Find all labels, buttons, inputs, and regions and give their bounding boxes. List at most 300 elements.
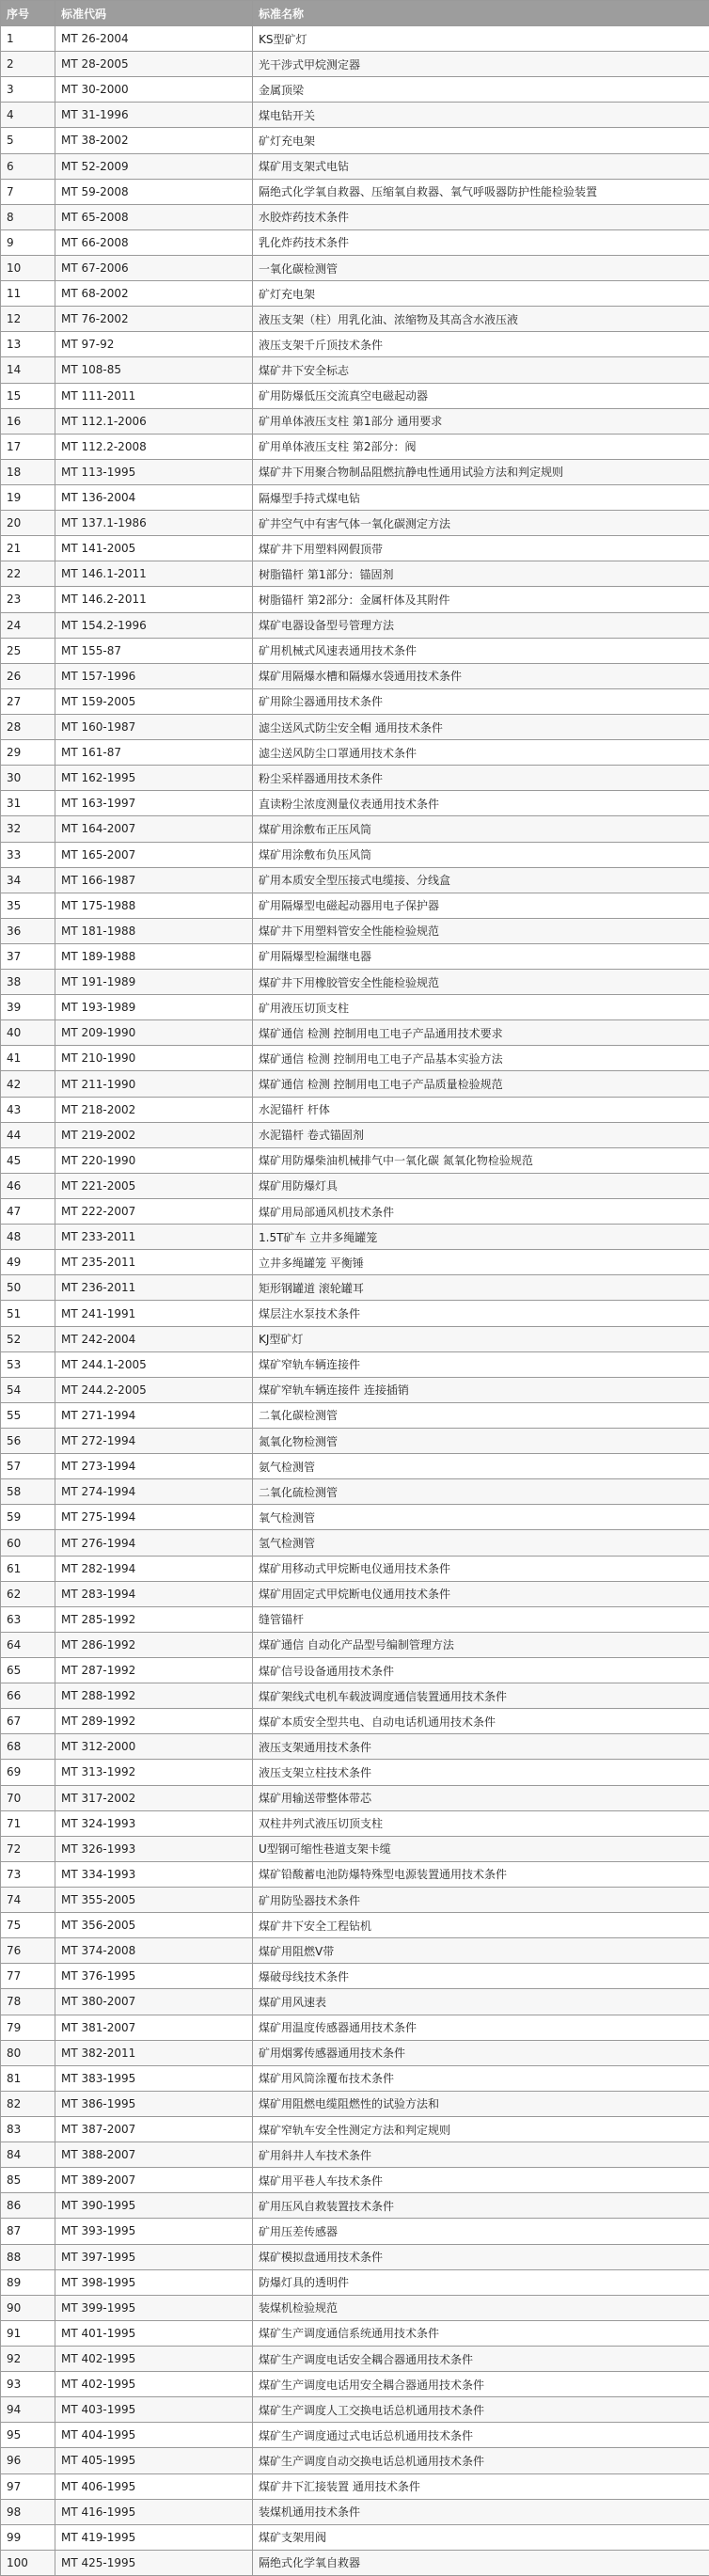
cell-standard-name: 矿用隔爆型电磁起动器用电子保护器 (253, 893, 709, 918)
cell-serial-number: 31 (1, 791, 55, 816)
cell-serial-number: 80 (1, 2040, 55, 2065)
cell-serial-number: 68 (1, 1734, 55, 1760)
cell-serial-number: 16 (1, 408, 55, 434)
table-row (1, 1530, 709, 1556)
cell-standard-code: MT 222-2007 (55, 1199, 253, 1225)
table-row (1, 1402, 709, 1428)
cell-standard-code: MT 235-2011 (55, 1250, 253, 1275)
cell-standard-name: 煤矿信号设备通用技术条件 (253, 1658, 709, 1683)
table-row (1, 1097, 709, 1122)
cell-serial-number: 17 (1, 434, 55, 459)
table-row (1, 1760, 709, 1785)
cell-standard-name: 水泥锚杆 卷式锚固剂 (253, 1122, 709, 1147)
cell-standard-name: 矿用压差传感器 (253, 2219, 709, 2244)
cell-standard-name: 树脂锚杆 第1部分：锚固剂 (253, 561, 709, 587)
cell-standard-name: 装煤机通用技术条件 (253, 2499, 709, 2524)
cell-serial-number: 23 (1, 587, 55, 612)
cell-standard-code: MT 402-1995 (55, 2372, 253, 2397)
cell-serial-number: 44 (1, 1122, 55, 1147)
cell-standard-name: 隔绝式化学氧自救器、压缩氧自救器、氧气呼吸器防护性能检验装置 (253, 179, 709, 204)
cell-serial-number: 36 (1, 918, 55, 943)
cell-serial-number: 49 (1, 1250, 55, 1275)
table-row (1, 2219, 709, 2244)
cell-standard-code: MT 146.1-2011 (55, 561, 253, 587)
cell-serial-number: 19 (1, 484, 55, 510)
cell-serial-number: 21 (1, 536, 55, 561)
cell-serial-number: 32 (1, 816, 55, 842)
cell-standard-name: 液压支架千斤顶技术条件 (253, 332, 709, 357)
cell-standard-code: MT 398-1995 (55, 2269, 253, 2295)
cell-serial-number: 15 (1, 383, 55, 408)
cell-standard-code: MT 65-2008 (55, 204, 253, 229)
cell-standard-code: MT 241-1991 (55, 1301, 253, 1326)
cell-serial-number: 20 (1, 511, 55, 536)
cell-serial-number: 79 (1, 2015, 55, 2040)
table-row (1, 2142, 709, 2168)
cell-standard-name: 氮氧化物检测管 (253, 1429, 709, 1454)
cell-standard-name: 液压支架通用技术条件 (253, 1734, 709, 1760)
table-header (1, 1, 709, 26)
cell-standard-code: MT 113-1995 (55, 459, 253, 484)
cell-standard-name: 煤矿通信 自动化产品型号编制管理方法 (253, 1632, 709, 1657)
cell-standard-code: MT 313-1992 (55, 1760, 253, 1785)
table-row (1, 2550, 709, 2575)
cell-standard-name: 液压支架（柱）用乳化油、浓缩物及其高含水液压液 (253, 307, 709, 332)
cell-serial-number: 1 (1, 26, 55, 52)
table-row (1, 229, 709, 255)
cell-standard-name: 矿用单体液压支柱 第2部分：阀 (253, 434, 709, 459)
cell-serial-number: 58 (1, 1479, 55, 1505)
cell-standard-code: MT 403-1995 (55, 2397, 253, 2423)
table-row (1, 1173, 709, 1198)
cell-standard-code: MT 154.2-1996 (55, 612, 253, 638)
cell-serial-number: 91 (1, 2320, 55, 2346)
cell-standard-name: 矿用液压切顶支柱 (253, 995, 709, 1020)
cell-standard-code: MT 381-2007 (55, 2015, 253, 2040)
cell-serial-number: 27 (1, 688, 55, 714)
table-row (1, 1938, 709, 1964)
cell-serial-number: 40 (1, 1020, 55, 1046)
cell-standard-name: 煤矿用阻燃V带 (253, 1938, 709, 1964)
table-row (1, 561, 709, 587)
cell-serial-number: 62 (1, 1581, 55, 1606)
cell-serial-number: 97 (1, 2473, 55, 2499)
table-row (1, 1377, 709, 1402)
table-row (1, 1020, 709, 1046)
cell-standard-name: 煤矿井下用塑料网假顶带 (253, 536, 709, 561)
table-row (1, 587, 709, 612)
cell-serial-number: 38 (1, 970, 55, 995)
table-row (1, 1734, 709, 1760)
table-row (1, 255, 709, 280)
cell-standard-code: MT 136-2004 (55, 484, 253, 510)
cell-standard-name: 煤矿用局部通风机技术条件 (253, 1199, 709, 1225)
table-row (1, 204, 709, 229)
table-row (1, 766, 709, 791)
cell-standard-code: MT 317-2002 (55, 1785, 253, 1810)
cell-standard-name: 1.5T矿车 立井多绳罐笼 (253, 1225, 709, 1250)
cell-standard-name: 煤矿井下安全工程钻机 (253, 1913, 709, 1938)
cell-standard-code: MT 406-1995 (55, 2473, 253, 2499)
cell-standard-code: MT 393-1995 (55, 2219, 253, 2244)
cell-standard-code: MT 97-92 (55, 332, 253, 357)
cell-standard-name: 煤矿生产调度通过式电话总机通用技术条件 (253, 2423, 709, 2448)
cell-standard-code: MT 52-2009 (55, 153, 253, 179)
cell-standard-code: MT 67-2006 (55, 255, 253, 280)
table-row (1, 2091, 709, 2116)
cell-standard-name: 煤电钻开关 (253, 103, 709, 128)
cell-standard-name: 树脂锚杆 第2部分：金属杆体及其附件 (253, 587, 709, 612)
cell-standard-code: MT 163-1997 (55, 791, 253, 816)
cell-standard-name: 煤矿窄轨车辆连接件 (253, 1351, 709, 1377)
cell-standard-name: 煤矿井下用塑料管安全性能检验规范 (253, 918, 709, 943)
cell-serial-number: 89 (1, 2269, 55, 2295)
cell-standard-name: 煤矿模拟盘通用技术条件 (253, 2244, 709, 2269)
cell-standard-name: 煤矿窄轨车安全性测定方法和判定规则 (253, 2116, 709, 2141)
table-row (1, 281, 709, 307)
cell-standard-name: 装煤机检验规范 (253, 2295, 709, 2320)
cell-standard-code: MT 160-1987 (55, 714, 253, 739)
cell-standard-code: MT 397-1995 (55, 2244, 253, 2269)
cell-standard-name: 煤矿用温度传感器通用技术条件 (253, 2015, 709, 2040)
table-row (1, 612, 709, 638)
cell-standard-code: MT 242-2004 (55, 1326, 253, 1351)
table-row (1, 1199, 709, 1225)
cell-standard-code: MT 189-1988 (55, 943, 253, 969)
cell-standard-code: MT 159-2005 (55, 688, 253, 714)
cell-standard-name: 煤矿电器设备型号管理方法 (253, 612, 709, 638)
cell-standard-code: MT 108-85 (55, 357, 253, 383)
cell-serial-number: 77 (1, 1964, 55, 1989)
table-row (1, 2244, 709, 2269)
cell-serial-number: 99 (1, 2524, 55, 2550)
cell-serial-number: 29 (1, 740, 55, 766)
cell-serial-number: 39 (1, 995, 55, 1020)
cell-standard-name: 煤层注水泵技术条件 (253, 1301, 709, 1326)
table-row (1, 2040, 709, 2065)
table-row (1, 2448, 709, 2473)
table-row (1, 970, 709, 995)
table-row (1, 1810, 709, 1836)
cell-standard-code: MT 273-1994 (55, 1454, 253, 1479)
cell-standard-name: 立井多绳罐笼 平衡锤 (253, 1250, 709, 1275)
cell-serial-number: 96 (1, 2448, 55, 2473)
cell-standard-code: MT 66-2008 (55, 229, 253, 255)
cell-standard-name: 爆破母线技术条件 (253, 1964, 709, 1989)
cell-standard-name: 矿用防坠器技术条件 (253, 1887, 709, 1912)
table-row (1, 1326, 709, 1351)
cell-standard-code: MT 157-1996 (55, 663, 253, 688)
cell-standard-code: MT 221-2005 (55, 1173, 253, 1198)
cell-standard-name: 矿用烟雾传感器通用技术条件 (253, 2040, 709, 2065)
cell-standard-name: 煤矿通信 检测 控制用电工电子产品通用技术要求 (253, 1020, 709, 1046)
cell-serial-number: 90 (1, 2295, 55, 2320)
table-row (1, 2346, 709, 2371)
cell-standard-code: MT 31-1996 (55, 103, 253, 128)
cell-standard-code: MT 380-2007 (55, 1989, 253, 2015)
cell-standard-code: MT 374-2008 (55, 1938, 253, 1964)
cell-serial-number: 76 (1, 1938, 55, 1964)
table-row (1, 867, 709, 893)
cell-standard-code: MT 386-1995 (55, 2091, 253, 2116)
cell-standard-code: MT 285-1992 (55, 1606, 253, 1632)
header-serial-number: 序号 (1, 1, 55, 26)
cell-serial-number: 55 (1, 1402, 55, 1428)
cell-standard-code: MT 272-1994 (55, 1429, 253, 1454)
table-row (1, 1275, 709, 1301)
cell-serial-number: 59 (1, 1505, 55, 1530)
table-row (1, 1429, 709, 1454)
cell-serial-number: 24 (1, 612, 55, 638)
cell-serial-number: 78 (1, 1989, 55, 2015)
cell-standard-code: MT 209-1990 (55, 1020, 253, 1046)
cell-serial-number: 25 (1, 638, 55, 663)
cell-standard-code: MT 181-1988 (55, 918, 253, 943)
header-row (1, 1, 709, 26)
table-row (1, 2473, 709, 2499)
cell-serial-number: 71 (1, 1810, 55, 1836)
cell-standard-name: 煤矿用平巷人车技术条件 (253, 2168, 709, 2193)
cell-standard-code: MT 26-2004 (55, 26, 253, 52)
cell-standard-name: 矿用本质安全型压接式电缆接、分线盒 (253, 867, 709, 893)
table-row (1, 1479, 709, 1505)
cell-standard-name: 光干涉式甲烷测定器 (253, 52, 709, 77)
cell-standard-code: MT 30-2000 (55, 77, 253, 103)
cell-serial-number: 61 (1, 1556, 55, 1581)
table-row (1, 77, 709, 103)
cell-standard-name: 双柱井列式液压切顶支柱 (253, 1810, 709, 1836)
cell-standard-name: 矿井空气中有害气体一氧化碳测定方法 (253, 511, 709, 536)
cell-standard-name: 一氧化碳检测管 (253, 255, 709, 280)
table-row (1, 816, 709, 842)
cell-serial-number: 81 (1, 2065, 55, 2091)
table-row (1, 1861, 709, 1887)
table-row (1, 918, 709, 943)
table-row (1, 1122, 709, 1147)
table-row (1, 1581, 709, 1606)
table-row (1, 484, 709, 510)
table-row (1, 2015, 709, 2040)
cell-standard-name: 煤矿井下安全标志 (253, 357, 709, 383)
cell-standard-code: MT 175-1988 (55, 893, 253, 918)
table-row (1, 2168, 709, 2193)
cell-standard-name: 煤矿架线式电机车载波调度通信装置通用技术条件 (253, 1683, 709, 1709)
cell-serial-number: 2 (1, 52, 55, 77)
table-row (1, 511, 709, 536)
table-row (1, 1632, 709, 1657)
table-row (1, 1887, 709, 1912)
cell-standard-code: MT 399-1995 (55, 2295, 253, 2320)
cell-standard-name: 粉尘采样器通用技术条件 (253, 766, 709, 791)
table-row (1, 2524, 709, 2550)
table-row (1, 842, 709, 867)
cell-standard-code: MT 286-1992 (55, 1632, 253, 1657)
cell-standard-code: MT 211-1990 (55, 1071, 253, 1097)
table-row (1, 2372, 709, 2397)
cell-serial-number: 63 (1, 1606, 55, 1632)
table-row (1, 1683, 709, 1709)
table-row (1, 740, 709, 766)
table-row (1, 1964, 709, 1989)
cell-standard-name: 防爆灯具的透明件 (253, 2269, 709, 2295)
cell-standard-name: 矿用防爆低压交流真空电磁起动器 (253, 383, 709, 408)
table-row (1, 2295, 709, 2320)
cell-standard-name: KJ型矿灯 (253, 1326, 709, 1351)
cell-serial-number: 53 (1, 1351, 55, 1377)
cell-standard-name: 矿用压风自救装置技术条件 (253, 2193, 709, 2219)
cell-serial-number: 98 (1, 2499, 55, 2524)
table-row (1, 1709, 709, 1734)
table-row (1, 1225, 709, 1250)
cell-serial-number: 67 (1, 1709, 55, 1734)
cell-standard-code: MT 405-1995 (55, 2448, 253, 2473)
cell-standard-code: MT 382-2011 (55, 2040, 253, 2065)
cell-standard-name: 煤矿井下用聚合物制品阻燃抗静电性通用试验方法和判定规则 (253, 459, 709, 484)
cell-serial-number: 7 (1, 179, 55, 204)
table-row (1, 1454, 709, 1479)
cell-standard-name: 矿用除尘器通用技术条件 (253, 688, 709, 714)
cell-serial-number: 43 (1, 1097, 55, 1122)
cell-standard-name: 煤矿用支架式电钻 (253, 153, 709, 179)
cell-standard-code: MT 402-1995 (55, 2346, 253, 2371)
table-row (1, 1836, 709, 1861)
table-row (1, 2116, 709, 2141)
cell-standard-name: 煤矿铅酸蓄电池防爆特殊型电源装置通用技术条件 (253, 1861, 709, 1887)
cell-standard-name: 煤矿生产调度电话安全耦合器通用技术条件 (253, 2346, 709, 2371)
cell-serial-number: 3 (1, 77, 55, 103)
cell-standard-code: MT 219-2002 (55, 1122, 253, 1147)
cell-standard-name: 直读粉尘浓度测量仪表通用技术条件 (253, 791, 709, 816)
cell-standard-code: MT 244.2-2005 (55, 1377, 253, 1402)
cell-standard-code: MT 111-2011 (55, 383, 253, 408)
table-row (1, 1071, 709, 1097)
cell-standard-code: MT 389-2007 (55, 2168, 253, 2193)
cell-standard-name: 煤矿用涂敷布负压风筒 (253, 842, 709, 867)
cell-standard-name: 矿用隔爆型检漏继电器 (253, 943, 709, 969)
cell-standard-code: MT 271-1994 (55, 1402, 253, 1428)
table-row (1, 1250, 709, 1275)
cell-standard-code: MT 376-1995 (55, 1964, 253, 1989)
cell-serial-number: 12 (1, 307, 55, 332)
cell-standard-code: MT 282-1994 (55, 1556, 253, 1581)
cell-standard-code: MT 191-1989 (55, 970, 253, 995)
cell-serial-number: 60 (1, 1530, 55, 1556)
table-row (1, 1351, 709, 1377)
cell-standard-name: 隔爆型手持式煤电钻 (253, 484, 709, 510)
table-row (1, 995, 709, 1020)
cell-standard-code: MT 137.1-1986 (55, 511, 253, 536)
cell-standard-name: 煤矿用阻燃电缆阻燃性的试验方法和 (253, 2091, 709, 2116)
cell-serial-number: 33 (1, 842, 55, 867)
table-row (1, 1505, 709, 1530)
cell-standard-code: MT 193-1989 (55, 995, 253, 1020)
cell-serial-number: 42 (1, 1071, 55, 1097)
cell-serial-number: 86 (1, 2193, 55, 2219)
cell-standard-code: MT 419-1995 (55, 2524, 253, 2550)
cell-standard-code: MT 146.2-2011 (55, 587, 253, 612)
cell-standard-name: 煤矿生产调度人工交换电话总机通用技术条件 (253, 2397, 709, 2423)
cell-standard-code: MT 312-2000 (55, 1734, 253, 1760)
cell-standard-code: MT 165-2007 (55, 842, 253, 867)
table-row (1, 332, 709, 357)
cell-standard-code: MT 166-1987 (55, 867, 253, 893)
cell-serial-number: 84 (1, 2142, 55, 2168)
table-row (1, 1147, 709, 1173)
cell-standard-name: 煤矿通信 检测 控制用电工电子产品质量检验规范 (253, 1071, 709, 1097)
cell-serial-number: 10 (1, 255, 55, 280)
cell-standard-code: MT 218-2002 (55, 1097, 253, 1122)
cell-standard-name: 煤矿生产调度自动交换电话总机通用技术条件 (253, 2448, 709, 2473)
cell-standard-code: MT 210-1990 (55, 1046, 253, 1071)
table-row (1, 2269, 709, 2295)
cell-standard-name: 二氧化硫检测管 (253, 1479, 709, 1505)
cell-serial-number: 69 (1, 1760, 55, 1785)
cell-serial-number: 52 (1, 1326, 55, 1351)
cell-serial-number: 11 (1, 281, 55, 307)
cell-standard-name: 滤尘送风式防尘安全帽 通用技术条件 (253, 714, 709, 739)
cell-standard-name: 二氧化碳检测管 (253, 1402, 709, 1428)
table-row (1, 2397, 709, 2423)
cell-standard-name: 氨气检测管 (253, 1454, 709, 1479)
cell-standard-name: 煤矿用移动式甲烷断电仪通用技术条件 (253, 1556, 709, 1581)
cell-standard-name: 金属顶梁 (253, 77, 709, 103)
cell-serial-number: 93 (1, 2372, 55, 2397)
cell-standard-code: MT 387-2007 (55, 2116, 253, 2141)
cell-standard-name: 矩形钢罐道 滚轮罐耳 (253, 1275, 709, 1301)
table-row (1, 383, 709, 408)
cell-standard-code: MT 289-1992 (55, 1709, 253, 1734)
table-row (1, 179, 709, 204)
cell-standard-name: 矿用机械式风速表通用技术条件 (253, 638, 709, 663)
table-row (1, 1606, 709, 1632)
cell-standard-name: 煤矿用隔爆水槽和隔爆水袋通用技术条件 (253, 663, 709, 688)
cell-serial-number: 82 (1, 2091, 55, 2116)
table-row (1, 434, 709, 459)
table-row (1, 1301, 709, 1326)
cell-serial-number: 34 (1, 867, 55, 893)
cell-standard-code: MT 155-87 (55, 638, 253, 663)
cell-serial-number: 50 (1, 1275, 55, 1301)
table-row (1, 2320, 709, 2346)
cell-standard-code: MT 388-2007 (55, 2142, 253, 2168)
cell-standard-name: 矿用斜井人车技术条件 (253, 2142, 709, 2168)
cell-standard-name: 煤矿通信 检测 控制用电工电子产品基本实验方法 (253, 1046, 709, 1071)
table-row (1, 459, 709, 484)
cell-standard-name: 乳化炸药技术条件 (253, 229, 709, 255)
cell-serial-number: 70 (1, 1785, 55, 1810)
cell-serial-number: 92 (1, 2346, 55, 2371)
cell-standard-name: 水泥锚杆 杆体 (253, 1097, 709, 1122)
cell-serial-number: 47 (1, 1199, 55, 1225)
cell-standard-name: 煤矿生产调度电话用安全耦合器通用技术条件 (253, 2372, 709, 2397)
table-row (1, 1989, 709, 2015)
cell-serial-number: 18 (1, 459, 55, 484)
cell-standard-name: 煤矿井下用橡胶管安全性能检验规范 (253, 970, 709, 995)
cell-standard-name: 煤矿本质安全型共电、自动电话机通用技术条件 (253, 1709, 709, 1734)
cell-standard-code: MT 28-2005 (55, 52, 253, 77)
table-row (1, 1785, 709, 1810)
cell-standard-code: MT 274-1994 (55, 1479, 253, 1505)
table-row (1, 1913, 709, 1938)
table-row (1, 1046, 709, 1071)
cell-serial-number: 48 (1, 1225, 55, 1250)
table-row (1, 663, 709, 688)
cell-serial-number: 41 (1, 1046, 55, 1071)
cell-standard-name: 隔绝式化学氧自救器 (253, 2550, 709, 2575)
table-row (1, 638, 709, 663)
cell-standard-code: MT 112.2-2008 (55, 434, 253, 459)
cell-standard-name: 煤矿生产调度通信系统通用技术条件 (253, 2320, 709, 2346)
